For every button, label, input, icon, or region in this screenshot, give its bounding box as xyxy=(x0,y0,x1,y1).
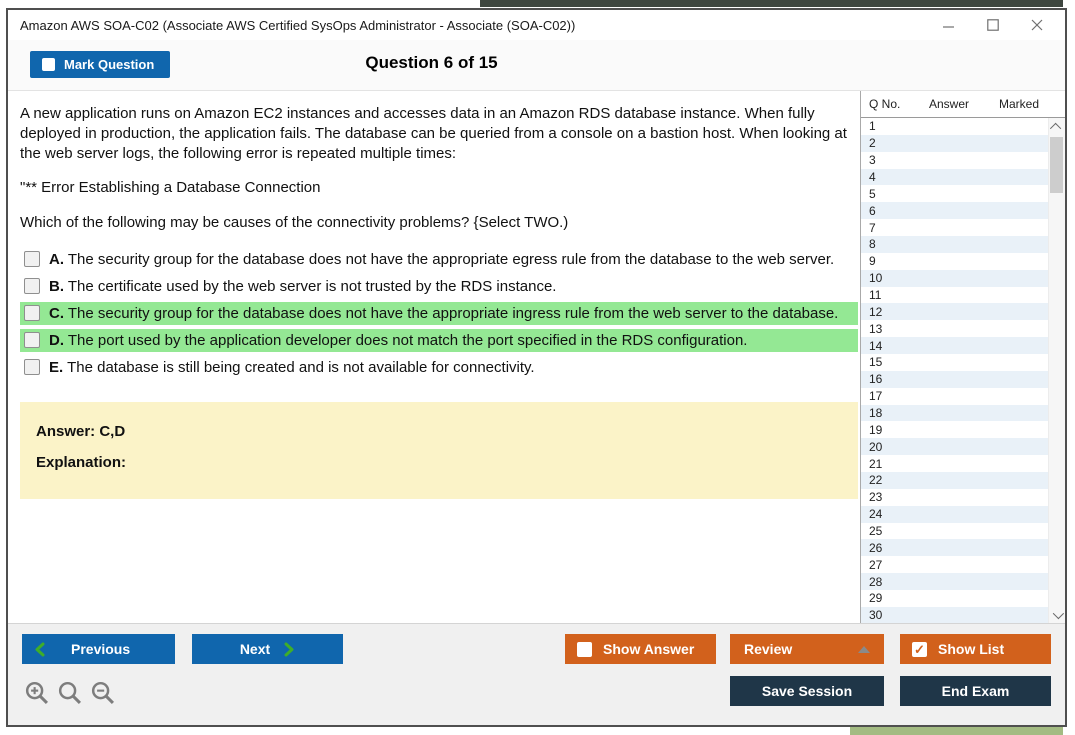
question-number: 12 xyxy=(869,304,883,319)
answer-label: Answer: C,D xyxy=(36,422,126,440)
end-exam-button[interactable] xyxy=(900,676,1051,706)
question-number: 19 xyxy=(869,422,883,437)
option-row-d[interactable] xyxy=(20,329,858,352)
question-list-row[interactable] xyxy=(861,455,1048,472)
answer-box xyxy=(20,402,858,499)
question-list-row[interactable] xyxy=(861,253,1048,270)
question-number: 10 xyxy=(869,271,883,286)
question-list-row[interactable] xyxy=(861,438,1048,455)
minimize-button[interactable] xyxy=(927,11,971,39)
maximize-button[interactable] xyxy=(971,11,1015,39)
question-number: 18 xyxy=(869,406,883,421)
question-list-row[interactable] xyxy=(861,219,1048,236)
question-list-row[interactable] xyxy=(861,556,1048,573)
question-list-row[interactable] xyxy=(861,185,1048,202)
zoom-out-icon[interactable] xyxy=(90,680,116,706)
question-list-row[interactable] xyxy=(861,354,1048,371)
mark-question-label: Mark Question xyxy=(64,57,155,72)
question-number: 23 xyxy=(869,490,883,505)
desktop-background-strip xyxy=(850,727,1063,735)
question-list-row[interactable] xyxy=(861,152,1048,169)
option-text: A. The security group for the database does not have the appropriate egress rule from the database to the web server. xyxy=(49,250,835,268)
question-number: 6 xyxy=(869,203,876,218)
show-answer-label: Show Answer xyxy=(603,641,695,657)
scrollbar-track[interactable] xyxy=(1048,118,1065,624)
question-panel xyxy=(8,91,860,624)
question-number: 13 xyxy=(869,321,883,336)
question-list-row[interactable] xyxy=(861,506,1048,523)
question-list-row[interactable] xyxy=(861,523,1048,540)
show-list-checkbox[interactable] xyxy=(912,642,927,657)
desktop-background-strip xyxy=(480,0,1063,7)
question-list-rows xyxy=(861,118,1048,624)
question-list-row[interactable] xyxy=(861,590,1048,607)
scrollbar-up-button[interactable] xyxy=(1049,119,1065,135)
zoom-toolbar xyxy=(24,680,116,706)
option-text: C. The security group for the database does not have the appropriate ingress rule from the web server to the database. xyxy=(49,304,839,322)
question-number: 20 xyxy=(869,439,883,454)
question-list-row[interactable] xyxy=(861,371,1048,388)
question-list-header xyxy=(861,91,1065,118)
footer-bar xyxy=(8,623,1065,725)
question-number: 28 xyxy=(869,574,883,589)
question-list-row[interactable] xyxy=(861,472,1048,489)
question-number: 27 xyxy=(869,557,883,572)
option-letter: D. xyxy=(49,331,64,349)
chevron-down-icon xyxy=(1053,608,1064,619)
zoom-in-icon[interactable] xyxy=(24,680,50,706)
question-number: 26 xyxy=(869,540,883,555)
option-checkbox[interactable] xyxy=(24,251,40,267)
question-list-row[interactable] xyxy=(861,405,1048,422)
question-number: 3 xyxy=(869,153,876,168)
close-icon xyxy=(1031,19,1043,31)
window-controls xyxy=(927,11,1059,39)
show-answer-button[interactable] xyxy=(565,634,716,664)
option-letter: C. xyxy=(49,304,64,322)
question-number: 5 xyxy=(869,186,876,201)
question-text: A new application runs on Amazon EC2 instances and accesses data in an Amazon RDS database instance. When fully deployed in production, the application fails. The database can be queried from a console on a bastion host. When looking at the web server logs, the following error is repeated multiple times: xyxy=(20,105,847,162)
option-letter: A. xyxy=(49,250,64,268)
header-band xyxy=(8,40,1065,91)
question-number: 29 xyxy=(869,591,883,606)
question-number: 14 xyxy=(869,338,883,353)
option-row-e[interactable] xyxy=(20,356,858,379)
show-answer-checkbox[interactable] xyxy=(577,642,592,657)
question-number: 22 xyxy=(869,473,883,488)
question-list-row[interactable] xyxy=(861,337,1048,354)
question-counter: Question 6 of 15 xyxy=(365,53,498,72)
scrollbar-down-button[interactable] xyxy=(1049,607,1065,623)
question-number: 8 xyxy=(869,237,876,252)
question-list-row[interactable] xyxy=(861,270,1048,287)
column-answer: Answer xyxy=(929,97,970,111)
option-row-c[interactable] xyxy=(20,302,858,325)
option-checkbox[interactable] xyxy=(24,278,40,294)
question-list-row[interactable] xyxy=(861,169,1048,186)
content-area xyxy=(8,91,1065,624)
question-number: 24 xyxy=(869,507,883,522)
option-row-a[interactable] xyxy=(20,248,858,271)
question-list-row[interactable] xyxy=(861,573,1048,590)
question-number: 15 xyxy=(869,355,883,370)
question-number: 11 xyxy=(869,288,882,303)
question-number: 25 xyxy=(869,524,883,539)
window-title: Amazon AWS SOA-C02 (Associate AWS Certified SysOps Administrator - Associate (SOA-C02)) xyxy=(20,17,576,33)
question-number: 4 xyxy=(869,170,876,184)
question-list-row[interactable] xyxy=(861,421,1048,438)
option-text: E. The database is still being created and is not available for connectivity. xyxy=(49,358,535,376)
question-list-row[interactable] xyxy=(861,202,1048,219)
previous-label: Previous xyxy=(71,641,131,657)
question-list-row[interactable] xyxy=(861,118,1048,135)
maximize-icon xyxy=(987,19,999,31)
question-number: 1 xyxy=(869,119,876,134)
close-button[interactable] xyxy=(1015,11,1059,39)
question-number: 30 xyxy=(869,608,883,623)
option-row-b[interactable] xyxy=(20,275,858,298)
app-window xyxy=(6,8,1067,727)
show-list-label: Show List xyxy=(938,641,1005,657)
scrollbar-thumb[interactable] xyxy=(1050,137,1063,193)
options-list xyxy=(20,248,852,379)
show-list-button[interactable] xyxy=(900,634,1051,664)
question-list-row[interactable] xyxy=(861,135,1048,152)
question-number: 21 xyxy=(869,456,883,471)
column-q-no: Q No. xyxy=(869,97,901,111)
question-list-row[interactable] xyxy=(861,539,1048,556)
question-number: 2 xyxy=(869,136,876,151)
question-prompt: Which of the following may be causes of the connectivity problems? {Select TWO.) xyxy=(20,214,569,232)
question-list-body xyxy=(861,118,1065,624)
question-list-row[interactable] xyxy=(861,607,1048,624)
question-number: 9 xyxy=(869,254,876,269)
chevron-right-icon xyxy=(284,642,295,657)
option-checkbox[interactable] xyxy=(24,305,40,321)
question-list-row[interactable] xyxy=(861,303,1048,320)
question-list-panel xyxy=(860,91,1065,624)
end-exam-label: End Exam xyxy=(941,683,1010,699)
triangle-up-icon xyxy=(858,646,870,653)
chevron-left-icon xyxy=(34,642,45,657)
question-number: 16 xyxy=(869,372,883,387)
minimize-icon xyxy=(943,19,955,31)
option-checkbox[interactable] xyxy=(24,332,40,348)
option-text: B. The certificate used by the web server is not trusted by the RDS instance. xyxy=(49,277,557,295)
question-list-row[interactable] xyxy=(861,287,1048,304)
question-list-row[interactable] xyxy=(861,236,1048,253)
question-list-row[interactable] xyxy=(861,388,1048,405)
question-number: 7 xyxy=(869,220,876,235)
zoom-reset-icon[interactable] xyxy=(57,680,83,706)
check-icon: ✓ xyxy=(914,641,925,657)
chevron-up-icon xyxy=(1050,123,1061,134)
question-error-line: "** Error Establishing a Database Connection xyxy=(20,179,321,197)
option-letter: E. xyxy=(49,358,64,376)
next-button[interactable] xyxy=(192,634,343,664)
option-letter: B. xyxy=(49,277,64,295)
question-list-row[interactable] xyxy=(861,489,1048,506)
question-list-row[interactable] xyxy=(861,320,1048,337)
review-label: Review xyxy=(744,641,793,657)
review-button[interactable] xyxy=(730,634,884,664)
title-bar xyxy=(8,10,1065,40)
previous-button[interactable] xyxy=(22,634,175,664)
question-number: 17 xyxy=(869,389,883,404)
explanation-label: Explanation: xyxy=(36,453,127,471)
option-checkbox[interactable] xyxy=(24,359,40,375)
option-text: D. The port used by the application developer does not match the port specified in the RDS configuration. xyxy=(49,331,748,349)
column-marked: Marked xyxy=(999,97,1040,111)
save-session-button[interactable] xyxy=(730,676,884,706)
next-label: Next xyxy=(239,641,271,657)
save-session-label: Save Session xyxy=(761,683,853,699)
